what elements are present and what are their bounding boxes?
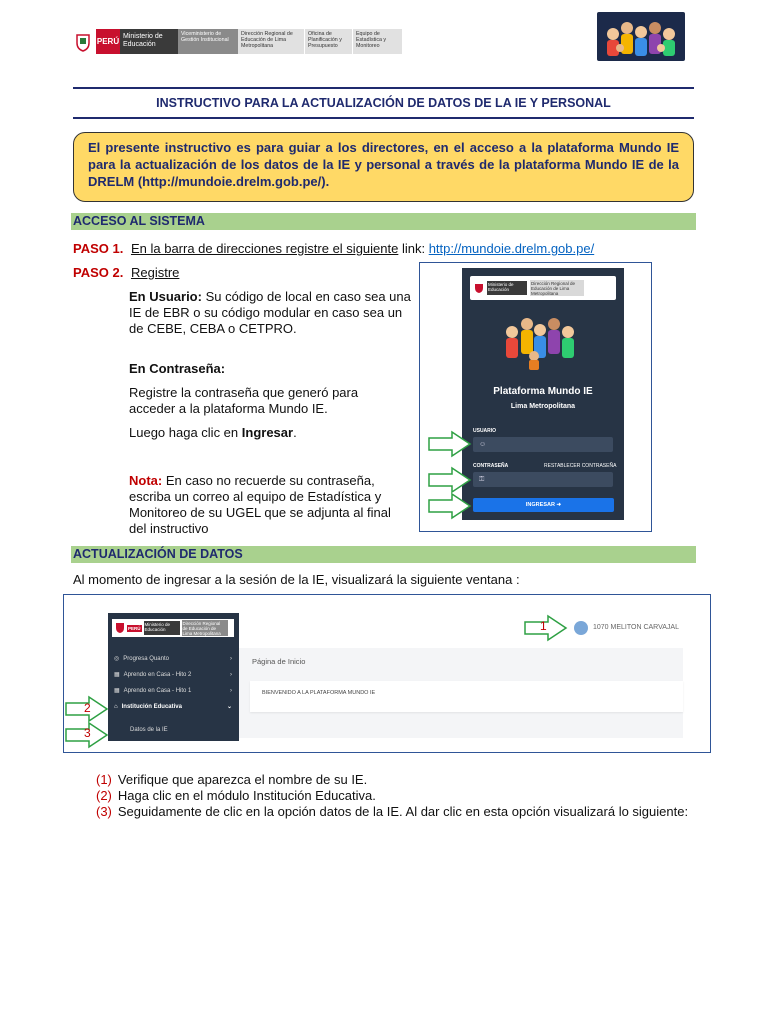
section-acceso-heading: ACCESO AL SISTEMA [71, 213, 696, 230]
paso2-line [73, 265, 179, 281]
sidebar-item-aprendo-hito1[interactable] [114, 687, 232, 694]
user-icon: ☺ [479, 441, 487, 448]
paso1-line [73, 241, 633, 257]
grid-icon: ▦ [114, 688, 120, 694]
login-contrasena-label: CONTRASEÑA [473, 463, 509, 469]
login-arrow-icon: ➜ [556, 502, 562, 508]
usuario-arrow-icon [428, 431, 472, 457]
callout-2: 2 [84, 701, 91, 715]
contrasena-label: En Contraseña: [129, 361, 226, 376]
sidebar-subitem-datos-ie[interactable]: Datos de la IE [130, 727, 168, 733]
luego-line [129, 425, 297, 441]
sidebar-item-label: Aprendo en Casa - Hito 2 [123, 671, 192, 678]
circle-icon: ◎ [114, 656, 120, 662]
nota-label: Nota: [129, 473, 163, 488]
login-subtitle: Lima Metropolitana [510, 403, 576, 410]
paso2-label: PASO 2. [73, 265, 124, 280]
peru-shield-icon [70, 29, 96, 54]
usuario-input[interactable] [473, 437, 613, 452]
ingresar-word: Ingresar [241, 425, 294, 440]
dashboard-sidebar-header [112, 619, 234, 637]
ingresar-arrow-icon [428, 493, 472, 519]
grid-icon: ▦ [114, 672, 120, 678]
welcome-card [250, 681, 683, 712]
luego-text: Luego haga clic en [129, 425, 242, 440]
user-avatar-icon[interactable] [574, 621, 588, 635]
usuario-text: Su código de local en caso sea una IE de EBR o su código modular en caso sea un de CEBE, CEBA o CETPRO. [129, 289, 411, 336]
callout-3: 3 [84, 726, 91, 740]
sidebar-item-aprendo-hito2[interactable] [114, 671, 232, 678]
page-title: Página de Inicio [252, 657, 306, 666]
step-text: Verifique que aparezca el nombre de su IE. [117, 772, 368, 787]
login-children-illustration [500, 312, 580, 370]
luego-end: . [293, 425, 297, 440]
login-ministerio: Ministerio de Educación [487, 281, 527, 295]
chevron-right-icon: › [230, 655, 232, 662]
login-title: Plataforma Mundo IE [493, 386, 593, 397]
equipo-label: Equipo de Estadística y Monitoreo [352, 29, 402, 54]
step-text: Haga clic en el módulo Institución Educativa. [117, 788, 376, 803]
dash-peru-label: PERÚ [128, 625, 141, 631]
direccion-label: Dirección Regional de Educación de Lima Metropolitana [238, 29, 304, 54]
peru-shield-icon [115, 622, 125, 634]
intro-box: El presente instructivo es para guiar a los directores, en el acceso a la plataforma Mundo IE para la actualización de los datos de la IE y personal a través de la plataforma Mundo IE de la DRELM (http://mundoie.drelm.gob.pe/). [73, 132, 694, 202]
step-item [96, 788, 696, 804]
steps-list [96, 772, 696, 820]
contrasena-input[interactable] [473, 472, 613, 487]
login-direccion: Dirección Regional de Educación de Lima Metropolitana [530, 280, 584, 296]
step-number: (3) [96, 804, 112, 819]
chevron-right-icon: › [230, 671, 232, 678]
step-item [96, 804, 696, 820]
section-actualizacion-heading: ACTUALIZACIÓN DE DATOS [71, 546, 696, 563]
step-text: Seguidamente de clic en la opción datos de la IE. Al dar clic en esta opción visualizará lo siguiente: [117, 804, 689, 819]
title-top-rule [73, 87, 694, 89]
step-number: (1) [96, 772, 112, 787]
login-usuario-label: USUARIO [473, 428, 497, 434]
dash-direccion: Dirección Regional de Educación de Lima Metropolitana [182, 620, 228, 636]
ingresar-label: INGRESAR [525, 502, 555, 508]
paso1-label: PASO 1. [73, 241, 124, 256]
step-number: (2) [96, 788, 112, 803]
dash-ministerio: Ministerio de Educación [144, 621, 180, 635]
login-header-logos [470, 276, 616, 300]
ingresar-button[interactable] [473, 498, 614, 512]
contrasena-arrow-icon [428, 467, 472, 493]
document-title: INSTRUCTIVO PARA LA ACTUALIZACIÓN DE DATOS DE LA IE Y PERSONAL [156, 96, 611, 110]
contrasena-text: Registre la contraseña que generó para acceder a la plataforma Mundo IE. [129, 385, 359, 416]
sidebar-item-institucion-educativa[interactable] [114, 703, 232, 710]
user-name[interactable]: 1070 MELITON CARVAJAL [593, 624, 679, 631]
paso1-link-word: link: [398, 241, 426, 256]
children-illustration [597, 12, 685, 61]
peru-shield-icon [474, 283, 484, 293]
nota-paragraph [129, 473, 411, 537]
oficina-label: Oficina de Planificación y Presupuesto [304, 29, 352, 54]
title-bottom-rule [73, 117, 694, 119]
sidebar-item-label: Progresa Quanto [123, 655, 169, 662]
sidebar-item-label: Institución Educativa [121, 703, 182, 710]
paso2-text: Registre [130, 265, 180, 280]
sidebar-item-label: Aprendo en Casa - Hito 1 [123, 687, 192, 694]
mundoie-link[interactable]: http://mundoie.drelm.gob.pe/ [428, 241, 595, 256]
step-item [96, 772, 696, 788]
paso1-text: En la barra de direcciones registre el siguiente [130, 241, 399, 256]
usuario-instructions [129, 289, 411, 337]
chevron-down-icon: ⌄ [226, 704, 232, 710]
chevron-right-icon: › [230, 687, 232, 694]
welcome-text: BIENVENIDO A LA PLATAFORMA MUNDO IE [262, 690, 376, 696]
restablecer-link[interactable]: RESTABLECER CONTRASEÑA [544, 463, 617, 469]
sidebar-item-progresa-quanto[interactable] [114, 655, 232, 662]
home-icon: ⌂ [114, 703, 118, 710]
usuario-label: En Usuario: [129, 289, 202, 304]
institutional-header [70, 29, 411, 54]
callout-1: 1 [540, 619, 547, 633]
viceministerio-label: Viceministerio de Gestión Institucional [178, 29, 238, 54]
key-icon: ⚿ [479, 476, 485, 483]
ministerio-label: Ministerio de Educación [120, 29, 178, 54]
section2-intro: Al momento de ingresar a la sesión de la IE, visualizará la siguiente ventana : [73, 572, 520, 587]
peru-logo: PERÚ [96, 29, 120, 54]
nota-text: En caso no recuerde su contraseña, escriba un correo al equipo de Estadística y Monitoreo de su UGEL que se adjunta al final del instructivo [129, 473, 391, 536]
